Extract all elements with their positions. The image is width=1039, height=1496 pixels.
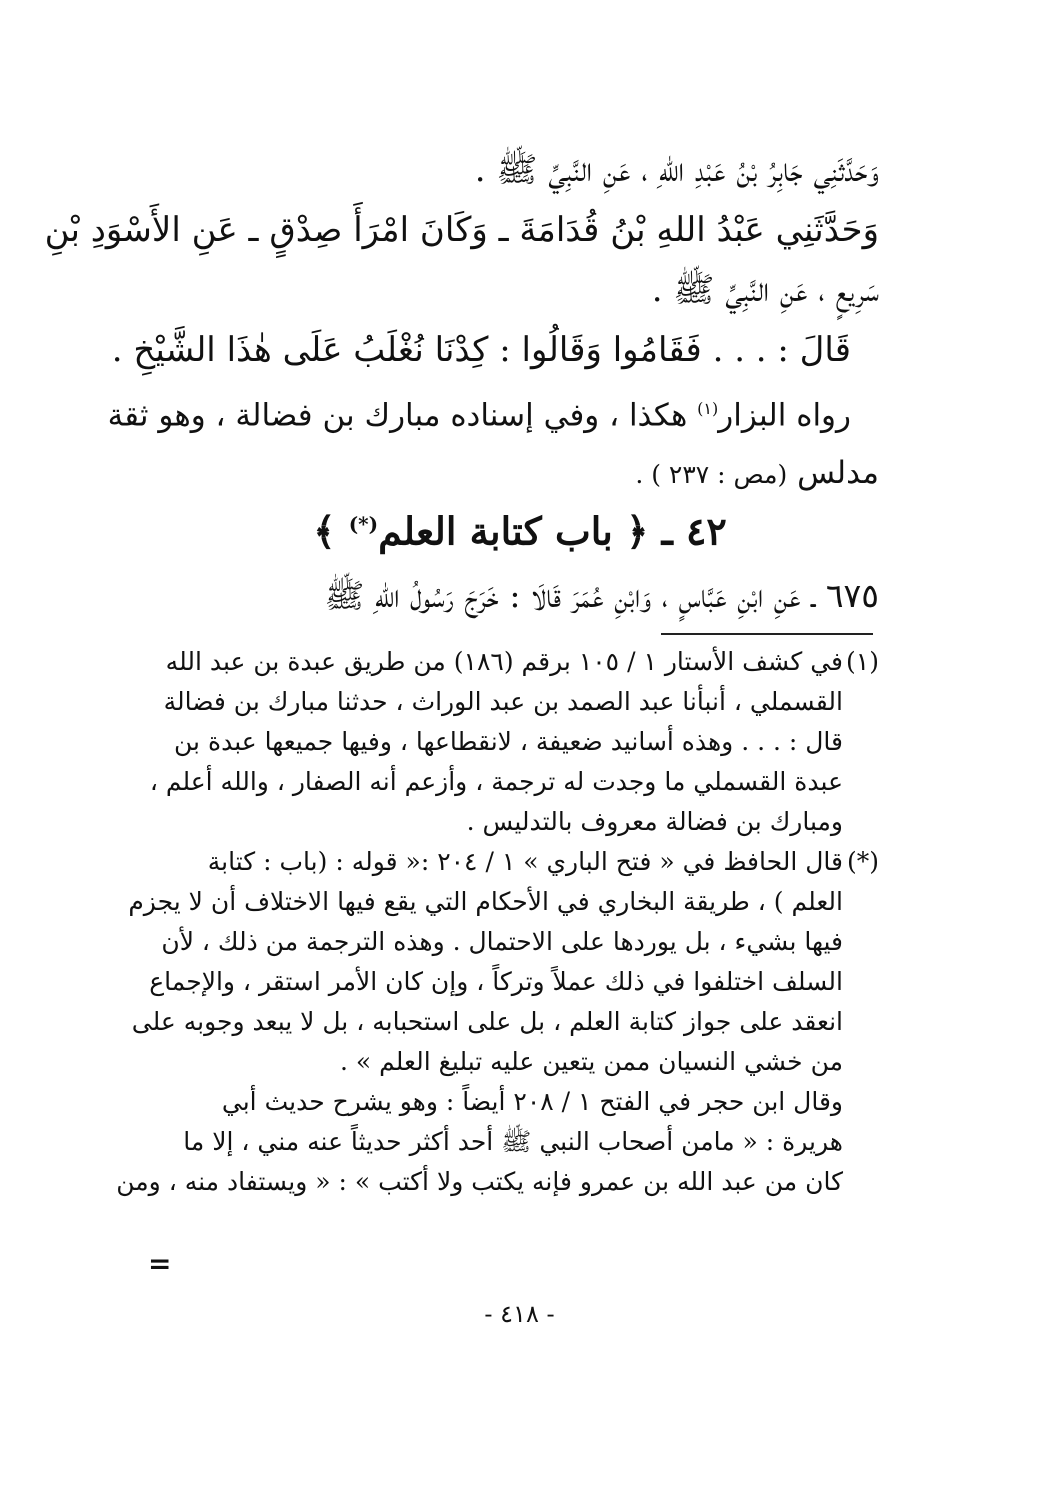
narration-line-1	[107, 380, 879, 444]
footnote-2-line-3: فيها بشيء ، بل يوردها على الاحتمال . وهذه الترجمة من ذلك ، لأن	[161, 927, 843, 956]
footnote-2-line-4: السلف اختلفوا في ذلك عملاً وتركاً ، وإن كان الأمر استقر ، والإجماع	[149, 967, 843, 996]
footnote-2-text: قال الحافظ في « فتح الباري » ١ / ٢٠٤ :« قوله : (باب : كتابة	[207, 847, 843, 876]
hadith-line-2: وَحَدَّثَنِي عَبْدُ اللهِ بْنُ قُدَامَةَ ـ وَكَانَ امْرَأَ صِدْقٍ ـ عَنِ الأَسْوَدِ بْنِ	[44, 210, 879, 250]
continuation-line-3: كان من عبد الله بن عمرو فإنه يكتب ولا أكتب » : « ويستفاد منه ، ومن	[116, 1167, 843, 1196]
chapter-heading	[160, 494, 880, 562]
narration-text-end: مدلس	[787, 455, 879, 492]
footnote-2-line-5: انعقد على جواز كتابة العلم ، بل على استحبابه ، بل لا يبعد وجوبه على	[131, 1007, 843, 1036]
chapter-title-close: ﴾	[313, 508, 349, 554]
footnote-1-marker: (١)	[846, 647, 879, 676]
source-reference: (مص : ٢٣٧ ) .	[635, 460, 788, 490]
footnotes	[116, 642, 879, 1202]
chapter-title: ٤٢ ـ ﴿ باب كتابة العلم	[378, 508, 727, 554]
footnote-2-marker: (*)	[846, 847, 879, 876]
hadith-line-1: وَحَدَّثَنِي جَابِرُ بْنُ عَبْدِ اللهِ ، عَنِ النَّبِيِّ ﷺ .	[474, 150, 879, 190]
footnote-2-line-2: العلم ) ، طريقة البخاري في الأحكام التي يقع فيها الاختلاف أن لا يجزم	[128, 887, 843, 916]
hadith-line-4: قَالَ : . . . فَقَامُوا وَقَالُوا : كِدْنَا نُغْلَبُ عَلَى هٰذَا الشَّيْخِ .	[111, 330, 851, 370]
chapter-footnote-marker: (*)	[348, 512, 379, 536]
narration-text: رواه البزار	[718, 397, 851, 434]
narration-text-cont: هكذا ، وفي إسناده مبارك بن فضالة ، وهو ثقة	[107, 397, 698, 434]
main-text	[44, 140, 879, 504]
footnote-1-text: في كشف الأستار ١ / ١٠٥ برقم (١٨٦) من طريق عبدة بن عبد الله	[165, 647, 843, 676]
continuation-mark: =	[148, 1247, 172, 1280]
footnote-1-line-4: عبدة القسملي ما وجدت له ترجمة ، وأزعم أنه الصفار ، والله أعلم ،	[149, 767, 843, 796]
footnote-separator	[661, 633, 873, 635]
footnote-2-line-6: من خشي النسيان ممن يتعين عليه تبليغ العلم » .	[339, 1047, 843, 1076]
continuation-line-2: هريرة : « مامن أصحاب النبي ﷺ أحد أكثر حديثاً عنه مني ، إلا ما	[183, 1127, 843, 1156]
hadith-675-line: ٦٧٥ ـ عَنِ ابْنِ عَبَّاسٍ ، وَابْنِ عُمَرَ قَالَا : خَرَجَ رَسُولُ اللهِ ﷺ	[324, 576, 879, 615]
hadith-675	[159, 566, 879, 626]
footnote-1-line-5: ومبارك بن فضالة معروف بالتدليس .	[466, 807, 843, 836]
footnote-1-line-3: قال : . . . وهذه أسانيد ضعيفة ، لانقطاعها ، وفيها جميعها عبدة بن	[174, 727, 843, 756]
footnote-1-line-2: القسملي ، أنبأنا عبد الصمد بن عبد الوراث ، حدثنا مبارك بن فضالة	[163, 687, 843, 716]
continuation-line-1: وقال ابن حجر في الفتح ١ / ٢٠٨ أيضاً : وهو يشرح حديث أبي	[221, 1087, 843, 1116]
hadith-line-3: سَرِيعٍ ، عَنِ النَّبِيِّ ﷺ .	[651, 270, 879, 310]
page-number: - ٤١٨ -	[484, 1300, 555, 1328]
footnote-1-line-1	[149, 642, 879, 682]
footnote-2-line-1	[149, 842, 879, 882]
footnote-ref-1: (١)	[697, 399, 719, 418]
